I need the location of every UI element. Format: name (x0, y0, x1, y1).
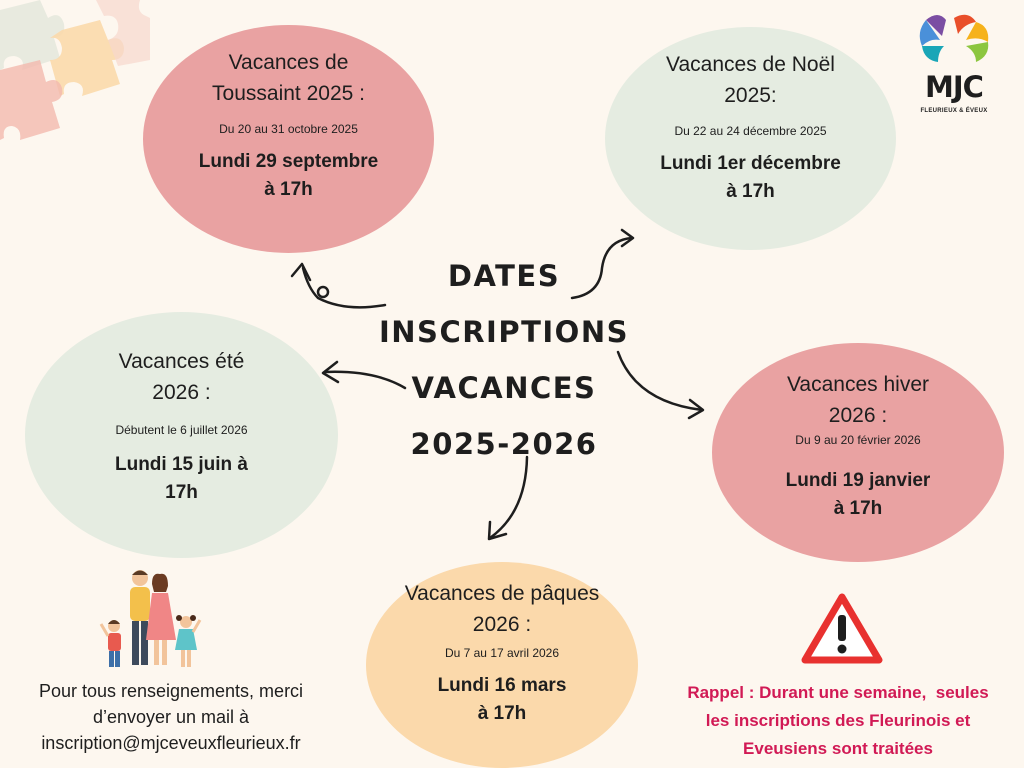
ete-title-line1: Vacances été (118, 350, 245, 373)
hiver-date-line2: à 17h (833, 498, 883, 519)
reminder-line2: les inscriptions des Fleurinois et (705, 711, 971, 730)
arrow-to-toussaint (292, 264, 385, 307)
reminder-line3: Eveusiens sont traitées (743, 739, 933, 758)
contact-line1: Pour tous renseignements, merci (38, 681, 304, 701)
contact-line2: d’envoyer un mail à (92, 707, 250, 727)
toussaint-title-line1: Vacances de (228, 51, 349, 74)
ete-bubble (25, 312, 338, 558)
logo-subtitle: FLEURIEUX & ÉVEUX (920, 108, 988, 114)
hiver-title-line2: 2026 : (828, 404, 888, 427)
reminder-text (652, 679, 1024, 763)
warning-triangle-icon (800, 591, 884, 665)
paques-date-line2: à 17h (477, 703, 527, 724)
noel-date-line1: Lundi 1er décembre (660, 153, 841, 174)
main-title-line1: DATES (447, 259, 561, 293)
hiver-bubble (712, 343, 1004, 562)
toussaint-date-line1: Lundi 29 septembre (198, 151, 379, 172)
ete-range: Débutent le 6 juillet 2026 (115, 423, 248, 437)
noel-bubble (605, 27, 896, 250)
contact-info (6, 678, 336, 756)
family-illustration-icon (96, 566, 206, 672)
main-title-line2: INSCRIPTIONS (379, 315, 629, 349)
toussaint-title-line2: Toussaint 2025 : (212, 82, 365, 105)
paques-date-line1: Lundi 16 mars (437, 675, 567, 696)
main-title (375, 248, 633, 472)
ete-date-line2: 17h (165, 482, 198, 503)
noel-title-line2: 2025: (724, 84, 777, 107)
toussaint-date-line2: à 17h (264, 179, 313, 200)
noel-title-line1: Vacances de Noël (666, 53, 835, 76)
hiver-title-line1: Vacances hiver (786, 373, 930, 396)
main-title-line4: 2025-2026 (410, 427, 598, 461)
logo-name: MJC (925, 70, 983, 104)
main-title-line3: VACANCES (411, 371, 597, 405)
reminder-line1: Rappel : Durant une semaine, seules (687, 683, 989, 702)
toussaint-bubble (143, 25, 434, 253)
paques-bubble (366, 562, 638, 768)
noel-range: Du 22 au 24 décembre 2025 (674, 124, 827, 138)
ete-title-line2: 2026 : (152, 381, 211, 404)
ete-date-line1: Lundi 15 juin à (114, 454, 248, 475)
paques-range: Du 7 au 17 avril 2026 (444, 646, 560, 660)
toussaint-range: Du 20 au 31 octobre 2025 (219, 122, 358, 136)
noel-date-line2: à 17h (726, 181, 775, 202)
hiver-date-line1: Lundi 19 janvier (785, 470, 931, 491)
paques-title-line1: Vacances de pâques (404, 582, 600, 605)
hiver-range: Du 9 au 20 février 2026 (795, 433, 921, 447)
paques-title-line2: 2026 : (472, 613, 532, 636)
contact-email[interactable]: inscription@mjceveuxfleurieux.fr (41, 733, 301, 753)
